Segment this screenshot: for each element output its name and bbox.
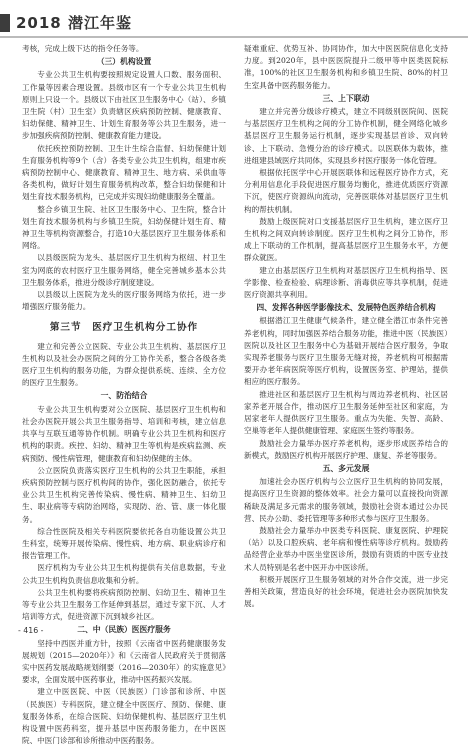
paragraph: 加速社会办医疗机构与公立医疗卫生机构的协同发展，提高医疗卫生资源的整体效率。社会力量可以直接投向资源稀缺及满足多元需求的服务领域，鼓励社会资本通过公办民营、民办公助、委托管理等多种形式参与医疗卫生服务。	[244, 477, 448, 523]
subsection-heading: 五、多元发展	[322, 463, 370, 473]
paragraph: 专业公共卫生机构要对公立医院、基层医疗卫生机构和社会办医院开展公共卫生服务指导、培训和考核，建立信息共享与互联互通等协作机制。明确专业公共卫生机构和医疗机构的职责。疾控、妇幼、精神卫生等机构是疾病监测、疾病预防、慢性病管理，健康教育和妇幼保健的主体。	[22, 404, 226, 463]
paragraph: 鼓励上级医院对口支援基层医疗卫生机构，建立医疗卫生机构之间双向转诊制度。医疗卫生机构之间分工协作，形成上下联动的工作机制，提高基层医疗卫生服务水平，方便群众就医。	[244, 216, 448, 263]
paragraph: 以县级以上医院为龙头的医疗服务网络为依托，进一步增强医疗服务能力。	[22, 290, 226, 312]
paragraph: 坚持中西医并重方针，按照《云南省中医药健康服务发展规划（2015—2020年）》和《云南省人民政府关于贯彻落实中医药发展战略规划纲要（2016—2030年）的实施意见》要求，全面发展中医药事业，推动中医药振兴发展。	[22, 638, 226, 685]
paragraph: 疑难重症、优势互补、协同协作，加大中医医院信息化支持力度。到2020年，县中医医院提升二级甲等中医类医院标准，100%的社区卫生服务机构和乡镇卫生院、80%的村卫生室具备中医药服务能力。	[244, 44, 448, 90]
paragraph: 鼓励社会力量举办中医类专科医院、康复医院、护理院（站）以及口腔疾病、老年病和慢性病等诊疗机构。鼓励药品经营企业举办中医坐堂医诊所，鼓励有资质的中医专业技术人员特别是名老中医开办中医诊所。	[244, 525, 448, 572]
paragraph: 公共卫生机构要将疾病预防控制、妇幼卫生、精神卫生等专业公共卫生服务工作延伸到基层，通过专家下沉、人才培训等方式，促进资源下沉到城乡社区。	[22, 587, 226, 622]
paragraph: 整合乡镇卫生院、社区卫生服务中心、卫生院，整合计划生育技术服务机构与乡镇卫生院，妇幼保健计划生育、精神卫生等机构资源整合，打造10大基层医疗卫生服务体系和网络。	[22, 204, 226, 251]
paragraph: 考核，完成上级下达的指令任务等。	[22, 44, 144, 53]
subsection-heading: 二、中（民族）医医疗服务	[77, 625, 171, 635]
header-accent-bar	[0, 14, 10, 32]
paragraph: 医疗机构为专业公共卫生机构提供有关信息数据，专业公共卫生机构负责信息收集和分析。	[22, 563, 226, 585]
paragraph: 综合性医院及相关专科医院要依托各自功能设置公共卫生科室，统筹开展传染病、慢性病、地方病、职业病诊疗和报告管理工作。	[22, 526, 226, 561]
paragraph: 积极开展医疗卫生服务领域的对外合作交流，进一步完善相关政策，营造良好的社会环境，促进社会办医院加快发展。	[244, 574, 448, 609]
paragraph: 建立和完善公立医院、专业公共卫生机构、基层医疗卫生机构以及社会办医院之间的分工协作关系，整合各级各类医疗卫生机构的服务功能，为群众提供系统、连续、全方位的医疗卫生服务。	[22, 341, 226, 388]
subsection-heading: （三）机构设置	[96, 57, 152, 67]
paragraph: 建立由基层医疗卫生机构对基层医疗卫生机构指导、医学影像、检查检验、病理诊断、消毒供应等共享机制，促进医疗资源共享利用。	[244, 265, 448, 300]
paragraph: 根据潜江卫生健康气候条件，建立健全潜江市条件完善养老机构，同时加强医养结合服务功能，推进中医（民族医）医院以及社区卫生服务中心为基础开展结合医疗服务，争取实现养老服务与医疗卫生服务无缝对接，养老机构可根据需要开办老年病医院等医疗机构，设置医务室、护理站，提供相应的医疗服务。	[244, 316, 448, 387]
paragraph: 公立医院负责落实医疗卫生机构的公共卫生职能，承担疾病预防控制与医疗机构间的协作，强化医防融合，依托专业公共卫生机构完善传染病、慢性病、精神卫生、妇幼卫生、职业病等专病防治网络，实现防、治、管、康一体化服务。	[22, 465, 226, 524]
paragraph: 专业公共卫生机构要按照规定设置人口数、服务面积、工作量等因素合理设置。县级市区有一个专业公共卫生机构原则上只设一个。县级以下由社区卫生服务中心（站）、乡镇卫生院（村）卫生室）负责辖区疾病预防控制、健康教育、妇幼保健、精神卫生、计划生育服务等公共卫生服务，进一步加强疾病预防控制、健康教育能力建设。	[22, 70, 226, 141]
paragraph: 根据依托医学中心开展医联体和远程医疗协作方式，充分利用信息化手段促进医疗服务均衡化，推进优质医疗资源下沉，使医疗资源纵向流动，完善医联体对基层医疗卫生机构的帮扶机制。	[244, 168, 448, 214]
right-column	[244, 43, 448, 623]
paragraph: 依托疾控预防控制、卫生计生综合监督、妇幼保健计划生育服务机构等9个（含）各类专业公共卫生机构，组建市疾病预防控制中心、健康教育、精神卫生、地方病、采供血等各类机构，做好计划生育服务机构改革，整合妇幼保健和计划生育技术服务机构，已完成并实现妇幼健康服务全覆盖。	[22, 143, 226, 202]
section-heading: 第三节 医疗卫生机构分工协作	[49, 322, 199, 334]
subsection-heading: 三、上下联动	[322, 93, 370, 103]
paragraph: 建立并完善分级诊疗模式，建立不同级别医院间、医院与基层医疗卫生机构之间的分工协作机制，健全网络化城乡基层医疗卫生服务运行机制，逐步实现基层首诊、双向转诊、上下联动、急慢分治的诊疗模式。以医联体为载体，推进组建县域医疗共同体，实现县乡村医疗服务一体化管理。	[244, 107, 448, 165]
yearbook-title: 2018 潜江年鉴	[16, 14, 132, 32]
paragraph: 鼓励社会力量举办医疗养老机构，逐步形成医养结合的新模式，鼓励医疗机构开展医疗护理、康复、养老等服务。	[244, 438, 448, 460]
paragraph: 建立中医医院、中医（民族医）门诊部和诊所、中医（民族医）专科医院，建立健全中医医疗、预防、保健、康复服务体系，在综合医院、妇幼保健机构、基层医疗卫生机构设置中医药科室，提升基层中医药服务能力，在中医医院、中医门诊部和诊所推动中医药服务。	[22, 687, 226, 746]
header-divider	[0, 36, 468, 38]
paragraph: 以县级医院为龙头、基层医疗卫生机构为枢纽、村卫生室为网底的农村医疗卫生服务网络，健全完善城乡基本公共卫生服务体系，推进分级诊疗制度建设。	[22, 253, 226, 287]
page-number: - 416 -	[18, 626, 44, 635]
subsection-heading: 四、发挥各种医学影像技术、发展特色医养结合机构	[256, 303, 436, 313]
page-header	[0, 0, 468, 42]
subsection-heading: 一、防治结合	[100, 391, 148, 401]
paragraph: 推进社区和基层医疗卫生机构与周边养老机构、社区居家养老开展合作，推动医疗卫生服务延伸至社区和家庭，为居家老年人提供医疗卫生服务。重点为失能、失智、高龄、空巢等老年人提供健康管理、家庭医生签约等服务。	[244, 389, 448, 436]
